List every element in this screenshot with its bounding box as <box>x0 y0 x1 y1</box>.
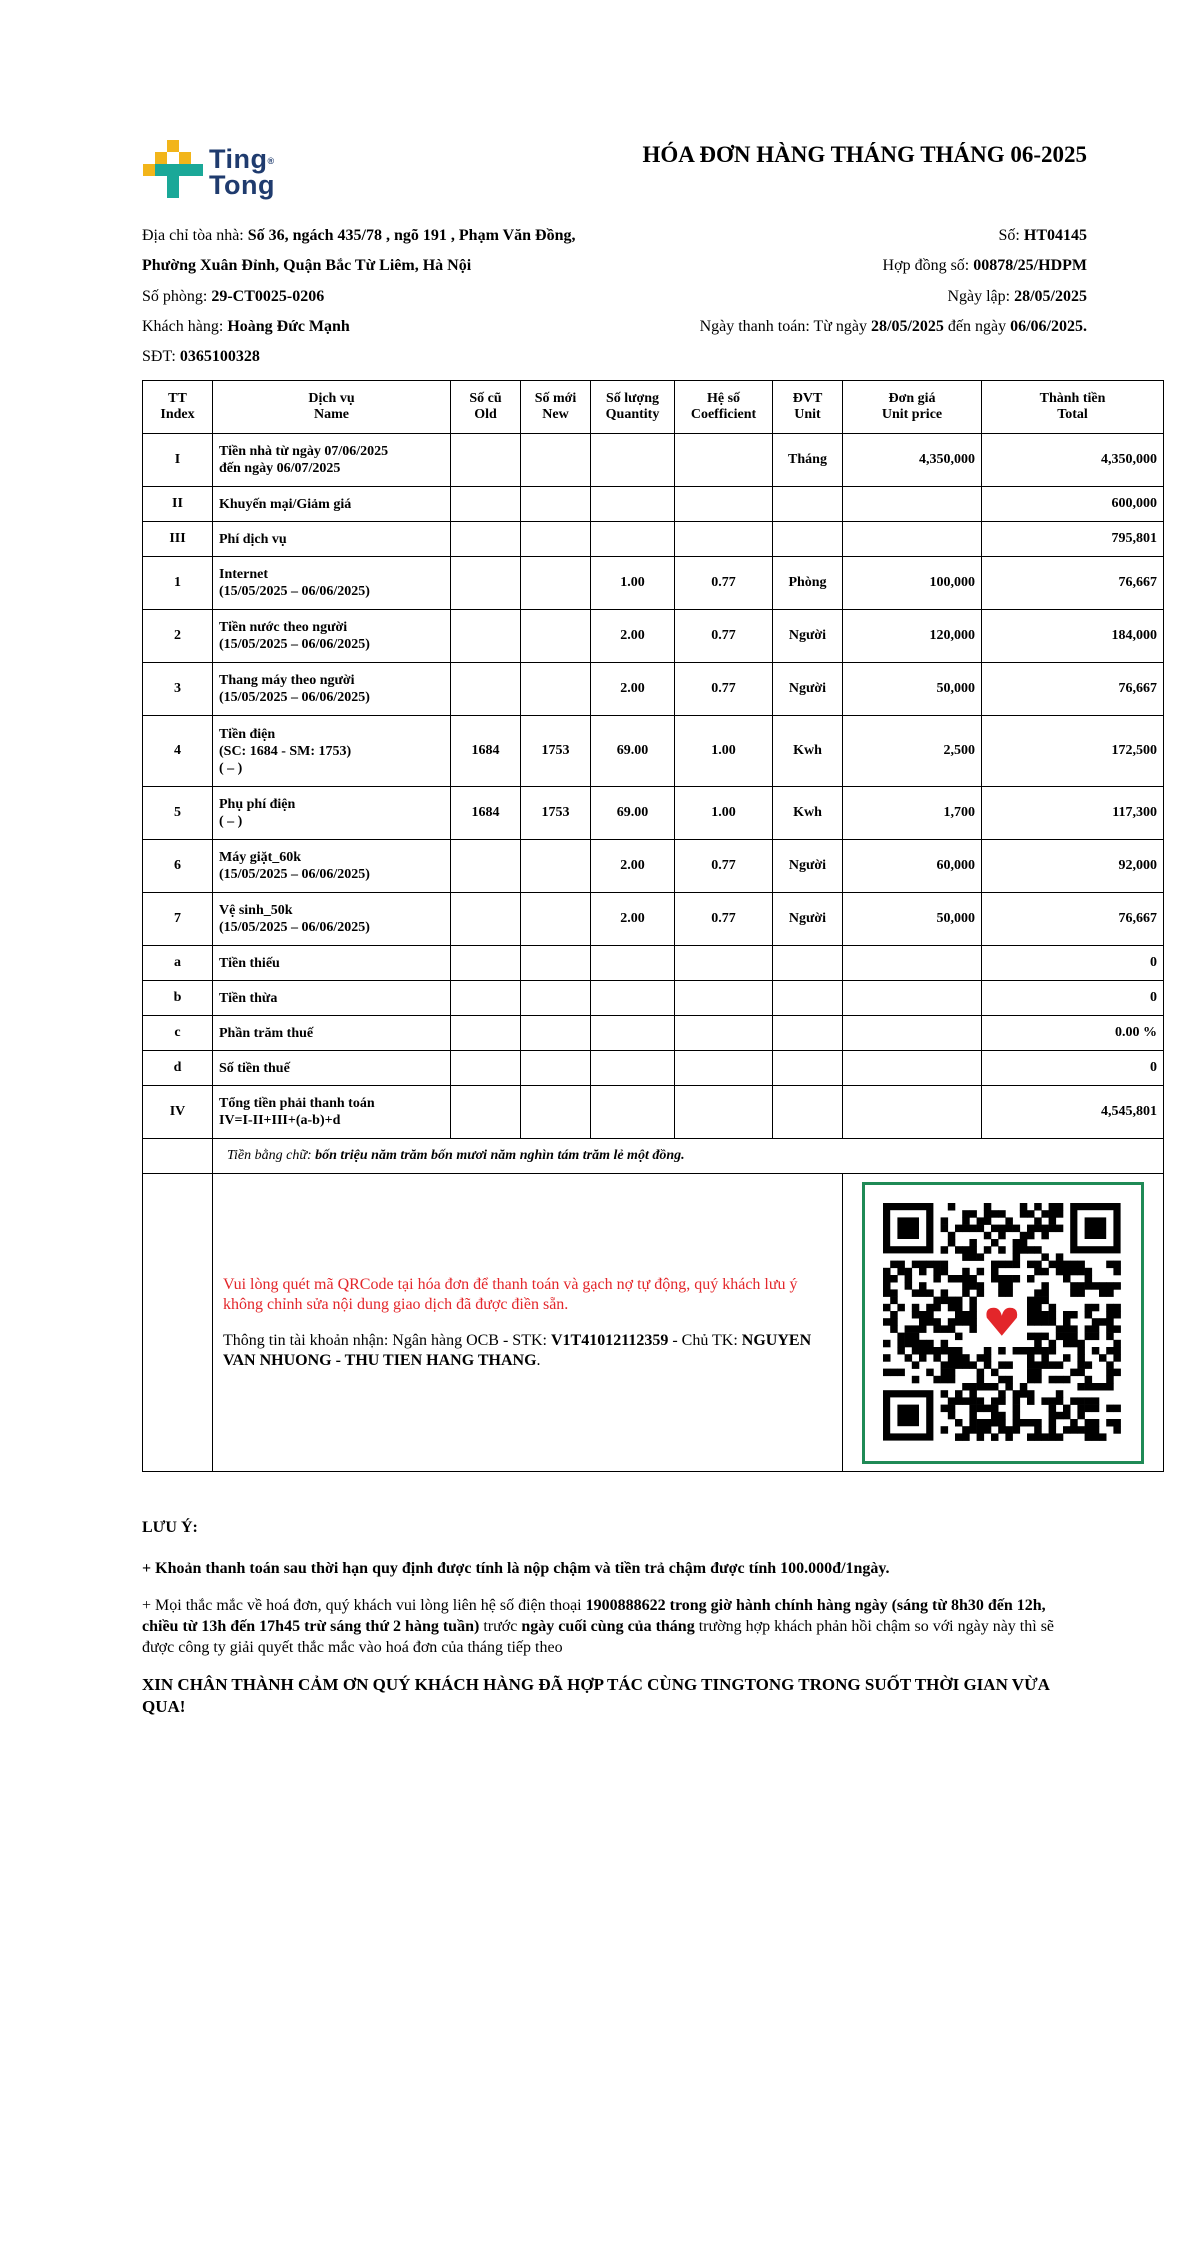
row-quantity <box>591 1051 675 1086</box>
room-number: Số phòng: 29-CT0025-0206 <box>142 288 325 305</box>
row-service-name <box>213 840 451 893</box>
logo-mark-icon <box>143 140 203 200</box>
row-quantity: 69.00 <box>591 716 675 787</box>
column-header-label: Số mới <box>534 391 577 406</box>
row-quantity <box>591 522 675 557</box>
row-old-reading <box>451 663 521 716</box>
contact-note: + Mọi thắc mắc về hoá đơn, quý khách vui lòng liên hệ số điện thoại 1900888622 trong giờ hành chính hàng ngày (sáng từ 8h30 đến 12h, chiều từ 13h đến 17h45 trừ sáng thứ 2 hàng tuần) trước ngày cuối cùng của tháng trường hợp khách phản hồi chậm so với ngày này thì sẽ được công ty giải quyết thắc mắc vào hoá đơn của tháng tiếp theo <box>142 1597 1055 1656</box>
service-name-line: Tiền nước theo người <box>219 620 348 635</box>
table-row <box>143 557 1164 610</box>
row-unit: Người <box>773 610 843 663</box>
qr-code-cell <box>843 1174 1164 1472</box>
service-name-line: ( – ) <box>219 760 243 776</box>
row-unit: Người <box>773 663 843 716</box>
words-label: Tiền bằng chữ: <box>227 1148 312 1163</box>
row-coefficient <box>675 1016 773 1051</box>
row-quantity: 2.00 <box>591 663 675 716</box>
row-service-name <box>213 522 451 557</box>
column-header <box>143 381 213 434</box>
table-row <box>143 1016 1164 1051</box>
table-row <box>143 893 1164 946</box>
column-header-sublabel: Unit price <box>881 407 943 422</box>
row-unit <box>773 946 843 981</box>
row-old-reading <box>451 981 521 1016</box>
row-coefficient <box>675 522 773 557</box>
row-service-name <box>213 1086 451 1139</box>
row-index: III <box>143 522 213 557</box>
invoice-table <box>142 380 1164 1472</box>
row-service-name <box>213 946 451 981</box>
row-coefficient: 0.77 <box>675 893 773 946</box>
invoice-title: HÓA ĐƠN HÀNG THÁNG THÁNG 06-2025 <box>642 142 1087 167</box>
row-service-name <box>213 893 451 946</box>
column-header-sublabel: Total <box>1057 407 1088 422</box>
row-service-name <box>213 487 451 522</box>
column-header-sublabel: New <box>542 407 569 422</box>
column-header <box>213 381 451 434</box>
column-header <box>521 381 591 434</box>
address-line-2: Phường Xuân Đỉnh, Quận Bắc Từ Liêm, Hà Nội <box>142 257 472 274</box>
row-service-name <box>213 1051 451 1086</box>
column-header-label: Thành tiền <box>1039 391 1106 406</box>
row-unit <box>773 1086 843 1139</box>
service-name-line: IV=I-II+III+(a-b)+d <box>219 1113 341 1128</box>
row-total: 0.00 % <box>982 1016 1164 1051</box>
column-header-sublabel: Index <box>160 407 195 422</box>
row-new-reading <box>521 840 591 893</box>
logo-text-ting: Ting® <box>209 144 275 174</box>
table-row <box>143 716 1164 787</box>
row-old-reading <box>451 522 521 557</box>
row-new-reading <box>521 663 591 716</box>
amount-in-words <box>213 1139 1164 1174</box>
row-unit-price <box>843 522 982 557</box>
row-new-reading <box>521 1051 591 1086</box>
table-row <box>143 1051 1164 1086</box>
row-old-reading <box>451 557 521 610</box>
row-quantity: 2.00 <box>591 893 675 946</box>
service-name-line: Phần trăm thuế <box>219 1025 314 1041</box>
row-coefficient <box>675 1086 773 1139</box>
row-unit <box>773 1051 843 1086</box>
row-index: a <box>143 946 213 981</box>
column-header-sublabel: Quantity <box>605 407 660 422</box>
row-unit: Người <box>773 893 843 946</box>
table-row <box>143 981 1164 1016</box>
row-unit: Kwh <box>773 787 843 840</box>
amount-in-words-row <box>143 1139 1164 1174</box>
service-name-line: Vệ sinh_50k <box>219 903 293 918</box>
row-coefficient <box>675 487 773 522</box>
service-name-line: Phụ phí điện <box>219 797 296 812</box>
column-header <box>591 381 675 434</box>
row-quantity <box>591 487 675 522</box>
row-quantity: 1.00 <box>591 557 675 610</box>
row-new-reading: 1753 <box>521 716 591 787</box>
address-line-1: Địa chỉ tòa nhà: Số 36, ngách 435/78 , ngõ 191 , Phạm Văn Đồng, <box>142 227 576 244</box>
row-new-reading <box>521 946 591 981</box>
row-new-reading <box>521 1016 591 1051</box>
row-coefficient: 0.77 <box>675 557 773 610</box>
row-quantity: 2.00 <box>591 840 675 893</box>
invoice-number: Số: HT04145 <box>998 227 1087 244</box>
row-unit-price: 100,000 <box>843 557 982 610</box>
row-new-reading <box>521 610 591 663</box>
column-header-sublabel: Old <box>474 407 497 422</box>
row-unit-price: 4,350,000 <box>843 434 982 487</box>
row-service-name <box>213 1016 451 1051</box>
service-name-line: (15/05/2025 – 06/06/2025) <box>219 920 370 935</box>
row-unit-price: 2,500 <box>843 716 982 787</box>
row-unit-price <box>843 487 982 522</box>
row-coefficient <box>675 1051 773 1086</box>
row-index: 1 <box>143 557 213 610</box>
row-coefficient <box>675 981 773 1016</box>
column-header-label: TT <box>168 391 187 406</box>
issue-date: Ngày lập: 28/05/2025 <box>947 288 1087 305</box>
service-name-line: Số tiền thuế <box>219 1060 290 1076</box>
row-quantity: 69.00 <box>591 787 675 840</box>
row-coefficient: 0.77 <box>675 663 773 716</box>
row-service-name <box>213 557 451 610</box>
row-total: 117,300 <box>982 787 1164 840</box>
service-name-line: Tiền thiếu <box>219 955 280 971</box>
service-name-line: đến ngày 06/07/2025 <box>219 461 341 476</box>
row-total: 92,000 <box>982 840 1164 893</box>
row-service-name <box>213 663 451 716</box>
payment-period: Ngày thanh toán: Từ ngày 28/05/2025 đến ngày 06/06/2025. <box>699 318 1087 335</box>
row-unit-price: 50,000 <box>843 663 982 716</box>
thank-you-note: XIN CHÂN THÀNH CẢM ƠN QUÝ KHÁCH HÀNG ĐÃ HỢP TÁC CÙNG TINGTONG TRONG SUỐT THỜI GIAN VỪA QUA! <box>142 1675 1049 1716</box>
table-row <box>143 487 1164 522</box>
row-index: d <box>143 1051 213 1086</box>
table-row <box>143 522 1164 557</box>
column-header <box>773 381 843 434</box>
service-name-line: (15/05/2025 – 06/06/2025) <box>219 867 370 882</box>
qr-payment-info <box>213 1174 843 1472</box>
qr-payment-row <box>143 1174 1164 1472</box>
row-unit <box>773 981 843 1016</box>
row-quantity <box>591 946 675 981</box>
words-value: bốn triệu năm trăm bốn mươi năm nghìn tám trăm lẻ một đồng. <box>315 1148 685 1163</box>
row-total: 0 <box>982 981 1164 1016</box>
column-header <box>675 381 773 434</box>
table-header-row <box>143 381 1164 434</box>
column-header-sublabel: Name <box>314 407 349 422</box>
row-total: 76,667 <box>982 663 1164 716</box>
tingtong-logo <box>143 140 283 200</box>
column-header-label: Dịch vụ <box>308 391 355 406</box>
column-header-label: Số lượng <box>605 391 660 406</box>
row-unit <box>773 1016 843 1051</box>
table-row <box>143 946 1164 981</box>
qr-empty-cell <box>143 1174 213 1472</box>
row-service-name <box>213 610 451 663</box>
row-total: 0 <box>982 946 1164 981</box>
contract-number: Hợp đồng số: 00878/25/HDPM <box>882 257 1087 274</box>
row-unit <box>773 522 843 557</box>
words-empty-cell <box>143 1139 213 1174</box>
row-old-reading <box>451 1086 521 1139</box>
service-name-line: Phí dịch vụ <box>219 531 287 547</box>
row-index: 2 <box>143 610 213 663</box>
row-total: 795,801 <box>982 522 1164 557</box>
row-old-reading <box>451 840 521 893</box>
row-index: 3 <box>143 663 213 716</box>
row-unit <box>773 487 843 522</box>
row-service-name <box>213 716 451 787</box>
service-name-line: (15/05/2025 – 06/06/2025) <box>219 637 370 652</box>
notes-title: LƯU Ý: <box>142 1519 198 1536</box>
service-name-line: Khuyến mại/Giảm giá <box>219 496 352 512</box>
service-name-line: Tiền thừa <box>219 990 278 1006</box>
row-quantity <box>591 1016 675 1051</box>
row-index: II <box>143 487 213 522</box>
column-header <box>982 381 1164 434</box>
row-service-name <box>213 434 451 487</box>
column-header-label: Đơn giá <box>888 391 936 406</box>
row-unit-price: 60,000 <box>843 840 982 893</box>
service-name-line: (15/05/2025 – 06/06/2025) <box>219 584 370 599</box>
service-name-line: Tổng tiền phải thanh toán <box>219 1096 375 1111</box>
column-header-sublabel: Coefficient <box>690 407 757 422</box>
row-index: 5 <box>143 787 213 840</box>
row-unit-price: 120,000 <box>843 610 982 663</box>
service-name-line: ( – ) <box>219 814 243 829</box>
row-new-reading <box>521 487 591 522</box>
row-quantity <box>591 434 675 487</box>
column-header <box>843 381 982 434</box>
row-new-reading <box>521 434 591 487</box>
row-index: I <box>143 434 213 487</box>
row-unit: Người <box>773 840 843 893</box>
table-row <box>143 787 1164 840</box>
row-quantity: 2.00 <box>591 610 675 663</box>
row-total: 172,500 <box>982 716 1164 787</box>
row-unit: Tháng <box>773 434 843 487</box>
row-new-reading: 1753 <box>521 787 591 840</box>
row-new-reading <box>521 1086 591 1139</box>
row-new-reading <box>521 893 591 946</box>
row-unit-price: 50,000 <box>843 893 982 946</box>
service-name-line: Máy giặt_60k <box>219 850 302 865</box>
row-old-reading <box>451 434 521 487</box>
row-index: IV <box>143 1086 213 1139</box>
row-coefficient: 1.00 <box>675 716 773 787</box>
customer-phone: SĐT: 0365100328 <box>142 348 260 365</box>
row-coefficient: 0.77 <box>675 840 773 893</box>
row-old-reading <box>451 487 521 522</box>
row-coefficient: 0.77 <box>675 610 773 663</box>
row-coefficient: 1.00 <box>675 787 773 840</box>
qr-code-icon <box>865 1185 1141 1461</box>
row-unit-price: 1,700 <box>843 787 982 840</box>
row-index: c <box>143 1016 213 1051</box>
row-total: 0 <box>982 1051 1164 1086</box>
bank-account-info: Thông tin tài khoản nhận: Ngân hàng OCB - STK: V1T41012112359 - Chủ TK: NGUYEN VAN NHUONG - THU TIEN HANG THANG. <box>223 1331 812 1369</box>
row-total: 76,667 <box>982 557 1164 610</box>
row-new-reading <box>521 981 591 1016</box>
row-new-reading <box>521 557 591 610</box>
notes-section <box>142 1517 1072 1718</box>
row-quantity <box>591 1086 675 1139</box>
logo-text-tong: Tong <box>209 170 275 200</box>
row-unit-price <box>843 1086 982 1139</box>
row-old-reading <box>451 1016 521 1051</box>
row-service-name <box>213 787 451 840</box>
table-row <box>143 434 1164 487</box>
column-header <box>451 381 521 434</box>
row-old-reading <box>451 1051 521 1086</box>
table-row <box>143 1086 1164 1139</box>
service-name-line: Thang máy theo người <box>219 673 355 688</box>
row-coefficient <box>675 946 773 981</box>
row-unit-price <box>843 1016 982 1051</box>
row-total: 184,000 <box>982 610 1164 663</box>
row-unit-price <box>843 1051 982 1086</box>
row-index: 7 <box>143 893 213 946</box>
column-header-label: Số cũ <box>469 391 502 406</box>
row-index: 4 <box>143 716 213 787</box>
table-row <box>143 840 1164 893</box>
row-unit: Phòng <box>773 557 843 610</box>
late-payment-note: + Khoản thanh toán sau thời hạn quy định được tính là nộp chậm và tiền trả chậm được tính 100.000đ/1ngày. <box>142 1560 890 1577</box>
row-index: 6 <box>143 840 213 893</box>
row-unit: Kwh <box>773 716 843 787</box>
row-old-reading: 1684 <box>451 787 521 840</box>
qr-code[interactable] <box>862 1182 1144 1464</box>
column-header-label: ĐVT <box>792 391 823 406</box>
service-name-line: (15/05/2025 – 06/06/2025) <box>219 690 370 705</box>
row-total: 4,350,000 <box>982 434 1164 487</box>
row-new-reading <box>521 522 591 557</box>
row-total: 4,545,801 <box>982 1086 1164 1139</box>
row-index: b <box>143 981 213 1016</box>
table-row <box>143 610 1164 663</box>
column-header-label: Hệ số <box>706 391 741 406</box>
service-name-line: Tiền điện <box>219 726 276 742</box>
row-old-reading <box>451 946 521 981</box>
column-header-sublabel: Unit <box>794 407 821 422</box>
heart-icon <box>986 1307 1017 1335</box>
row-unit-price <box>843 946 982 981</box>
service-name-line: (SC: 1684 - SM: 1753) <box>219 743 352 759</box>
row-total: 600,000 <box>982 487 1164 522</box>
qr-notice: Vui lòng quét mã QRCode tại hóa đơn để thanh toán và gạch nợ tự động, quý khách lưu ý không chỉnh sửa nội dung giao dịch đã được điền sẵn. <box>223 1275 798 1313</box>
row-old-reading <box>451 893 521 946</box>
customer-name: Khách hàng: Hoàng Đức Mạnh <box>142 318 350 335</box>
row-total: 76,667 <box>982 893 1164 946</box>
service-name-line: Tiền nhà từ ngày 07/06/2025 <box>219 444 389 459</box>
row-old-reading: 1684 <box>451 716 521 787</box>
row-old-reading <box>451 610 521 663</box>
service-name-line: Internet <box>219 567 268 582</box>
table-row <box>143 663 1164 716</box>
row-service-name <box>213 981 451 1016</box>
row-quantity <box>591 981 675 1016</box>
row-unit-price <box>843 981 982 1016</box>
row-coefficient <box>675 434 773 487</box>
